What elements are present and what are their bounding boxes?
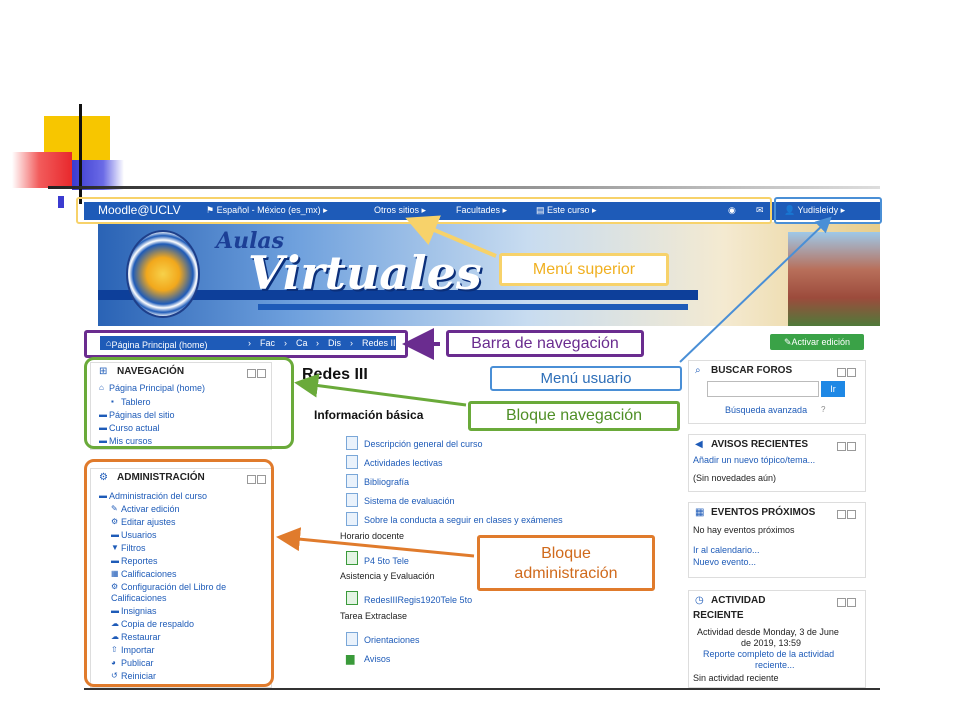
cog-icon: ⚙ (111, 517, 119, 526)
bloque-administracion-label-line2: administración (514, 565, 618, 582)
resource-link[interactable]: Sistema de evaluación (364, 496, 455, 506)
no-news-text: (Sin novedades aún) (693, 473, 777, 483)
admin-reset-link[interactable]: Reiniciar (121, 671, 157, 681)
no-events-text: No hay eventos próximos (693, 525, 795, 535)
breadcrumb-sep: › (284, 338, 287, 348)
otros-sitios-label: Otros sitios (374, 205, 420, 215)
breadcrumb-redes[interactable]: Redes III (362, 338, 399, 348)
admin-block-title: ADMINISTRACIÓN (117, 472, 205, 483)
search-icon: ⌕ (695, 365, 701, 376)
share-icon: ◕ (111, 658, 116, 667)
turn-editing-on-button[interactable]: ✎Activar edición (770, 334, 864, 350)
resource-link[interactable]: Actividades lectivas (364, 458, 443, 468)
breadcrumb-sep: › (248, 338, 251, 348)
horario-label: Horario docente (340, 531, 405, 541)
banner-virtuales-text: Virtuales (248, 246, 482, 300)
banner-aulas-text: Aulas (216, 228, 285, 254)
home-icon: ⌂ (99, 383, 104, 392)
admin-gradebook-setup-link-cont[interactable]: Calificaciones (111, 593, 167, 603)
cloud-download-icon: ☁ (111, 632, 119, 641)
arrow-menu-usuario (680, 222, 826, 362)
nav-current-course-link[interactable]: Curso actual (109, 423, 160, 433)
folder-icon: ▬ (99, 410, 107, 419)
tarea-label: Tarea Extraclase (340, 611, 408, 621)
resource-link[interactable]: P4 5to Tele (364, 556, 409, 566)
admin-users-link[interactable]: Usuarios (121, 530, 157, 540)
folder-icon: ▬ (99, 423, 107, 432)
table-icon: ▦ (111, 569, 119, 578)
bloque-administracion-label (477, 535, 655, 591)
brand-link[interactable]: Moodle@UCLV (98, 203, 181, 217)
upcoming-events-title: EVENTOS PRÓXIMOS (711, 507, 816, 518)
calendar-icon: ▦ (695, 507, 705, 518)
nav-dashboard-link[interactable]: Tablero (121, 397, 151, 407)
arrow-menu-superior (420, 224, 496, 256)
activity-since-text-2: de 2019, 13:59 (741, 638, 802, 648)
admin-grades-link[interactable]: Calificaciones (121, 569, 177, 579)
search-forums-title: BUSCAR FOROS (711, 365, 793, 376)
full-report-link[interactable]: Reporte completo de la actividad (703, 649, 835, 659)
admin-badges-link[interactable]: Insignias (121, 606, 157, 616)
upload-icon: ⇧ (111, 645, 118, 654)
menu-superior-label: Menú superior (499, 253, 669, 286)
cog-icon: ⚙ (111, 582, 119, 591)
menu-usuario-label: Menú usuario (490, 366, 682, 391)
admin-reports-link[interactable]: Reportes (121, 556, 158, 566)
course-title: Redes III (302, 366, 368, 383)
cloud-upload-icon: ☁ (111, 619, 119, 628)
sitemap-icon: ⊞ (99, 366, 108, 377)
user-menu[interactable]: 👤 Yudisleidy ▸ (784, 205, 846, 215)
breadcrumb-home[interactable]: ⌂ Página Principal (home) (106, 338, 208, 350)
breadcrumb-sep: › (316, 338, 319, 348)
otros-sitios-menu[interactable]: Otros sitios ▸ (374, 205, 427, 215)
bullhorn-icon: ◀ (695, 439, 703, 450)
messages-icon[interactable]: ✉ (756, 205, 764, 215)
forum-icon: ▆ (346, 653, 355, 665)
folder-icon: ▬ (99, 436, 107, 445)
admin-restore-link[interactable]: Restaurar (121, 632, 161, 642)
barra-navegacion-label: Barra de navegación (446, 330, 644, 357)
admin-course-root[interactable]: Administración del curso (109, 491, 208, 501)
facultades-menu[interactable]: Facultades ▸ (456, 205, 508, 215)
add-topic-link[interactable]: Añadir un nuevo tópico/tema... (693, 455, 816, 465)
nav-site-pages-link[interactable]: Páginas del sitio (109, 410, 175, 420)
folder-icon: ▬ (111, 606, 119, 615)
breadcrumb-ca[interactable]: Ca (296, 338, 308, 348)
resource-link[interactable]: Bibliografía (364, 477, 410, 487)
admin-backup-link[interactable]: Copia de respaldo (121, 619, 195, 629)
forum-link[interactable]: Avisos (364, 654, 391, 664)
filter-icon: ▼ (111, 543, 119, 552)
folder-icon: ▬ (111, 556, 119, 565)
search-go-button[interactable]: Ir (821, 381, 845, 397)
turn-editing-on-label: Activar edición (791, 337, 851, 347)
este-curso-menu[interactable]: ▤ Este curso ▸ (536, 205, 597, 215)
admin-edit-settings-link[interactable]: Editar ajustes (121, 517, 176, 527)
folder-open-icon: ▬ (99, 491, 107, 500)
resource-link[interactable]: Descripción general del curso (364, 439, 483, 449)
go-to-calendar-link[interactable]: Ir al calendario... (693, 545, 760, 555)
help-icon[interactable]: ? (821, 405, 826, 414)
resource-link[interactable]: Sobre la conducta a seguir en clases y exámenes (364, 515, 563, 525)
admin-filters-link[interactable]: Filtros (121, 543, 146, 553)
notifications-icon[interactable]: ◉ (728, 205, 736, 215)
navigation-block-title: NAVEGACIÓN (117, 366, 185, 377)
pencil-icon: ✎ (111, 504, 118, 513)
este-curso-label: Este curso (547, 205, 590, 215)
dashboard-icon: ▪ (111, 397, 114, 406)
arrow-bloque-navegacion (306, 384, 466, 405)
admin-import-link[interactable]: Importar (121, 645, 155, 655)
recent-activity-title: ACTIVIDAD (711, 595, 766, 606)
arrow-bloque-administracion (288, 538, 474, 556)
breadcrumb-home-label: Página Principal (home) (111, 340, 208, 350)
activity-since-text: Actividad desde Monday, 3 de June (697, 627, 839, 637)
section-title: Información básica (314, 408, 424, 422)
breadcrumb-fac[interactable]: Fac (260, 338, 276, 348)
gears-icon: ⚙ (99, 472, 108, 483)
reset-icon: ↺ (111, 671, 118, 680)
language-menu[interactable]: ⚑ Español - México (es_mx) ▸ (206, 205, 328, 215)
nav-home-link[interactable]: Página Principal (home) (109, 383, 206, 393)
resource-link[interactable]: RedesIIIRegis1920Tele 5to (364, 595, 473, 605)
admin-gradebook-setup-link[interactable]: Configuración del Libro de (121, 582, 227, 592)
new-event-link[interactable]: Nuevo evento... (693, 557, 757, 567)
recent-activity-title-2: RECIENTE (693, 610, 744, 621)
language-label: Español - México (es_mx) (216, 205, 321, 215)
no-activity-text: Sin actividad reciente (693, 673, 779, 683)
bloque-navegacion-label: Bloque navegación (468, 401, 680, 431)
resource-link[interactable]: Orientaciones (364, 635, 420, 645)
full-report-link-2[interactable]: reciente... (755, 660, 795, 670)
breadcrumb-sep: › (350, 338, 353, 348)
facultades-label: Facultades (456, 205, 501, 215)
clock-icon: ◷ (695, 595, 704, 606)
user-name: Yudisleidy (797, 205, 839, 215)
admin-publish-link[interactable]: Publicar (121, 658, 154, 668)
nav-my-courses-link[interactable]: Mis cursos (109, 436, 153, 446)
folder-icon: ▬ (111, 530, 119, 539)
latest-news-title: AVISOS RECIENTES (711, 439, 809, 450)
bloque-administracion-label-line1: Bloque (541, 545, 591, 562)
advanced-search-link[interactable]: Búsqueda avanzada (725, 405, 808, 415)
asistencia-label: Asistencia y Evaluación (340, 571, 435, 581)
breadcrumb-dis[interactable]: Dis (328, 338, 341, 348)
admin-turn-editing-link[interactable]: Activar edición (121, 504, 180, 514)
